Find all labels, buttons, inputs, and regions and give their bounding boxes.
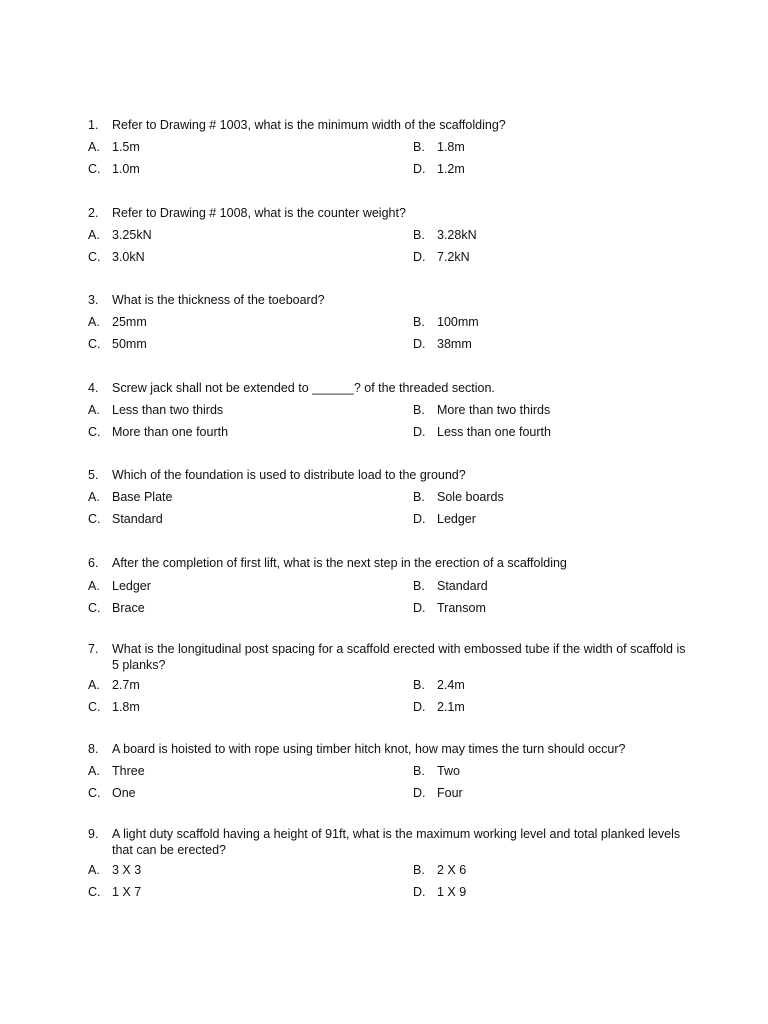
option-b: B. 1.8m — [413, 140, 465, 154]
option-d: D. 1 X 9 — [413, 885, 467, 899]
option-a: A. Base Plate — [88, 490, 173, 504]
option-c: C. 50mm — [88, 337, 147, 351]
question-number: 7. — [88, 642, 99, 656]
option-c: C. 3.0kN — [88, 250, 145, 264]
option-a: A. Less than two thirds — [88, 403, 224, 417]
question-number: 4. — [88, 381, 99, 395]
option-c: C. 1 X 7 — [88, 885, 142, 899]
option-a: A. 25mm — [88, 315, 147, 329]
option-b: B. 100mm — [413, 315, 479, 329]
option-a: A. 3 X 3 — [88, 863, 142, 877]
question-number: 5. — [88, 468, 99, 482]
option-c: C. 1.0m — [88, 162, 140, 176]
question-number: 3. — [88, 293, 99, 307]
question-5 — [88, 467, 688, 527]
question-4 — [88, 380, 688, 440]
question-text: A light duty scaffold having a height of 91ft, what is the maximum working level and total planked levels that can be erected? — [112, 827, 681, 857]
question-6 — [88, 555, 688, 616]
question-number: 8. — [88, 742, 99, 756]
question-number: 1. — [88, 118, 99, 132]
option-c: C. Standard — [88, 512, 163, 526]
question-2 — [88, 205, 688, 265]
question-text: What is the thickness of the toeboard? — [112, 293, 325, 307]
option-d: D. 38mm — [413, 337, 472, 351]
option-b: B. 2 X 6 — [413, 863, 467, 877]
option-c: C. One — [88, 786, 136, 800]
option-d: D. 7.2kN — [413, 250, 470, 264]
option-d: D. 1.2m — [413, 162, 465, 176]
question-text: What is the longitudinal post spacing for a scaffold erected with embossed tube if the width of scaffold is 5 planks? — [112, 642, 686, 672]
question-3 — [88, 292, 688, 352]
option-b: B. 2.4m — [413, 678, 465, 692]
option-d: D. Ledger — [413, 512, 476, 526]
option-a: A. 2.7m — [88, 678, 140, 692]
option-b: B. Two — [413, 764, 460, 778]
option-a: A. Three — [88, 764, 145, 778]
option-b: B. More than two thirds — [413, 403, 551, 417]
option-c: C. Brace — [88, 601, 145, 615]
option-c: C. 1.8m — [88, 700, 140, 714]
option-d: D. Less than one fourth — [413, 425, 551, 439]
option-a: A. 3.25kN — [88, 228, 152, 242]
option-b: B. Sole boards — [413, 490, 504, 504]
question-text: Screw jack shall not be extended to ______? of the threaded section. — [112, 381, 495, 395]
question-1 — [88, 117, 688, 177]
question-text: After the completion of first lift, what is the next step in the erection of a scaffolding — [112, 556, 567, 570]
question-text: A board is hoisted to with rope using timber hitch knot, how may times the turn should occur? — [112, 742, 626, 756]
question-8 — [88, 741, 688, 801]
question-number: 6. — [88, 556, 99, 570]
question-text: Which of the foundation is used to distribute load to the ground? — [112, 468, 466, 482]
option-b: B. 3.28kN — [413, 228, 477, 242]
option-d: D. 2.1m — [413, 700, 465, 714]
option-c: C. More than one fourth — [88, 425, 229, 439]
option-a: A. Ledger — [88, 579, 151, 593]
question-text: Refer to Drawing # 1008, what is the counter weight? — [112, 206, 406, 220]
option-d: D. Four — [413, 786, 463, 800]
question-text: Refer to Drawing # 1003, what is the minimum width of the scaffolding? — [112, 118, 506, 132]
question-number: 2. — [88, 206, 99, 220]
option-b: B. Standard — [413, 579, 488, 593]
question-number: 9. — [88, 827, 99, 841]
question-7 — [88, 641, 688, 715]
option-a: A. 1.5m — [88, 140, 140, 154]
question-9 — [88, 826, 688, 900]
option-d: D. Transom — [413, 601, 486, 615]
